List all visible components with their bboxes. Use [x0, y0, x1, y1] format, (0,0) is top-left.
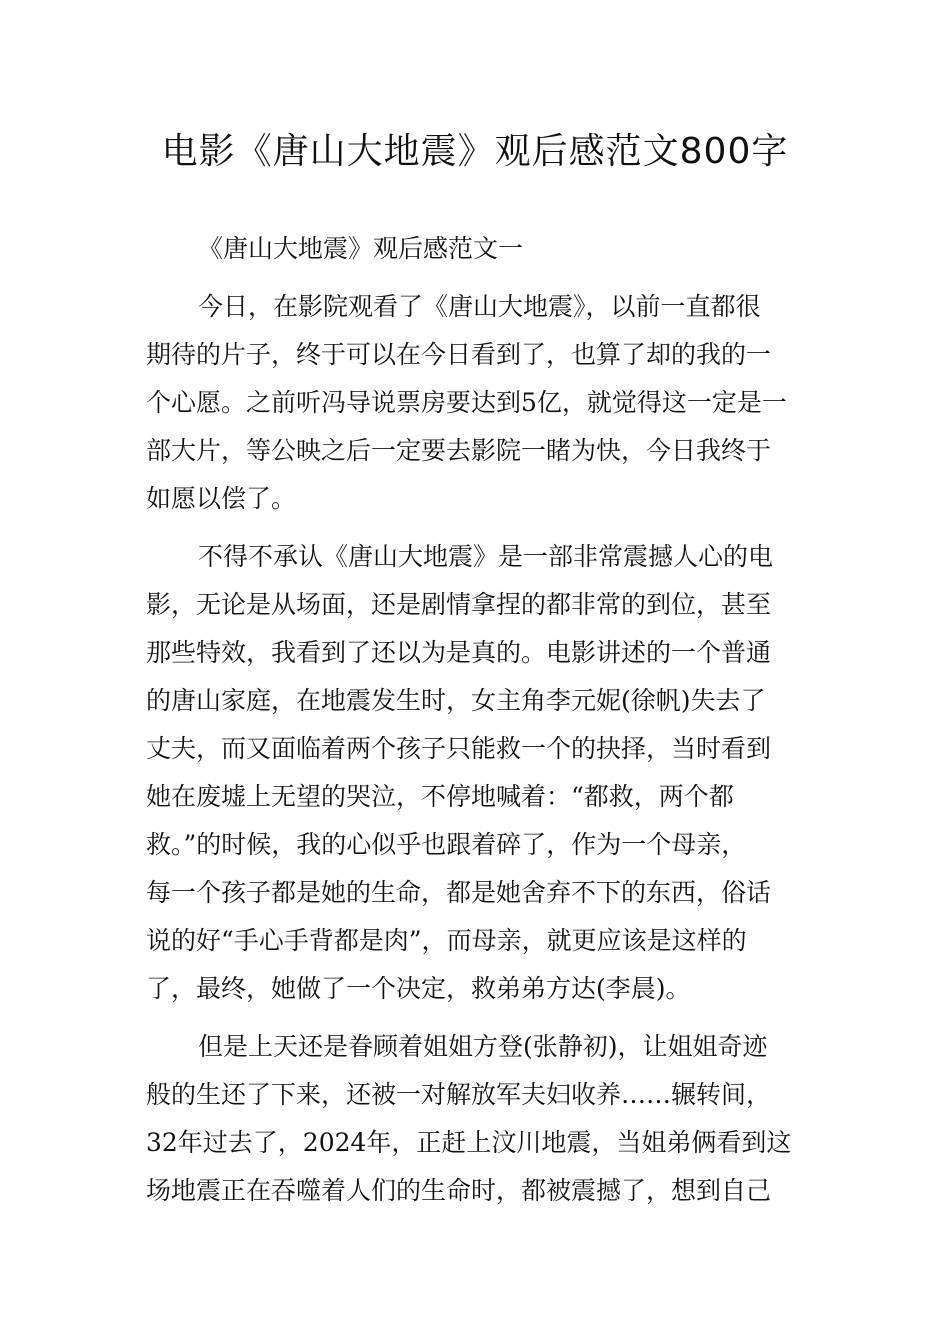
paragraph-2 [146, 533, 826, 1013]
text-line: 了，最终，她做了一个决定，救弟弟方达(李晨)。 [146, 974, 691, 1003]
section-heading [146, 225, 826, 273]
text-line: 如愿以偿了。 [146, 484, 297, 513]
text-line: 每一个孩子都是她的生命，都是她舍弃不下的东西，俗话 [146, 878, 772, 907]
text-line: 32年过去了，2024年，正赶上汶川地震，当姐弟俩看到这 [146, 1128, 792, 1157]
text-line: 个心愿。之前听冯导说票房要达到5亿，就觉得这一定是一 [146, 388, 787, 417]
text-line: 那些特效，我看到了还以为是真的。电影讲述的一个普通 [146, 638, 772, 667]
text-line: 的唐山家庭，在地震发生时，女主角李元妮(徐帆)失去了 [146, 686, 766, 715]
text-line: 但是上天还是眷顾着姐姐方登(张静初)，让姐姐奇迹 [198, 1032, 768, 1061]
text-line: 《唐山大地震》观后感范文一 [198, 234, 524, 263]
text-line: 期待的片子，终于可以在今日看到了，也算了却的我的一 [146, 340, 772, 369]
text-line: 今日，在影院观看了《唐山大地震》，以前一直都很 [198, 292, 761, 321]
paragraph-3 [146, 1023, 826, 1215]
text-line: 影，无论是从场面，还是剧情拿捏的都非常的到位，甚至 [146, 590, 772, 619]
text-line: 她在废墟上无望的哭泣，不停地喊着：“都救，两个都 [146, 782, 734, 811]
text-line: 场地震正在吞噬着人们的生命时，都被震撼了，想到自己 [146, 1176, 772, 1205]
text-line: 部大片，等公映之后一定要去影院一睹为快，今日我终于 [146, 436, 772, 465]
paragraph-1 [146, 283, 826, 523]
text-line: 说的好“手心手背都是肉”，而母亲，就更应该是这样的 [146, 926, 747, 955]
text-line: 丈夫，而又面临着两个孩子只能救一个的抉择，当时看到 [146, 734, 772, 763]
document-body [146, 225, 826, 1225]
text-line: 不得不承认《唐山大地震》是一部非常震撼人心的电 [198, 542, 774, 571]
text-line: 般的生还了下来，还被一对解放军夫妇收养……辗转间， [146, 1080, 772, 1109]
text-line: 救。”的时候，我的心似乎也跟着碎了，作为一个母亲， [146, 830, 747, 859]
document-title: 电影《唐山大地震》观后感范文800字 [161, 131, 789, 172]
